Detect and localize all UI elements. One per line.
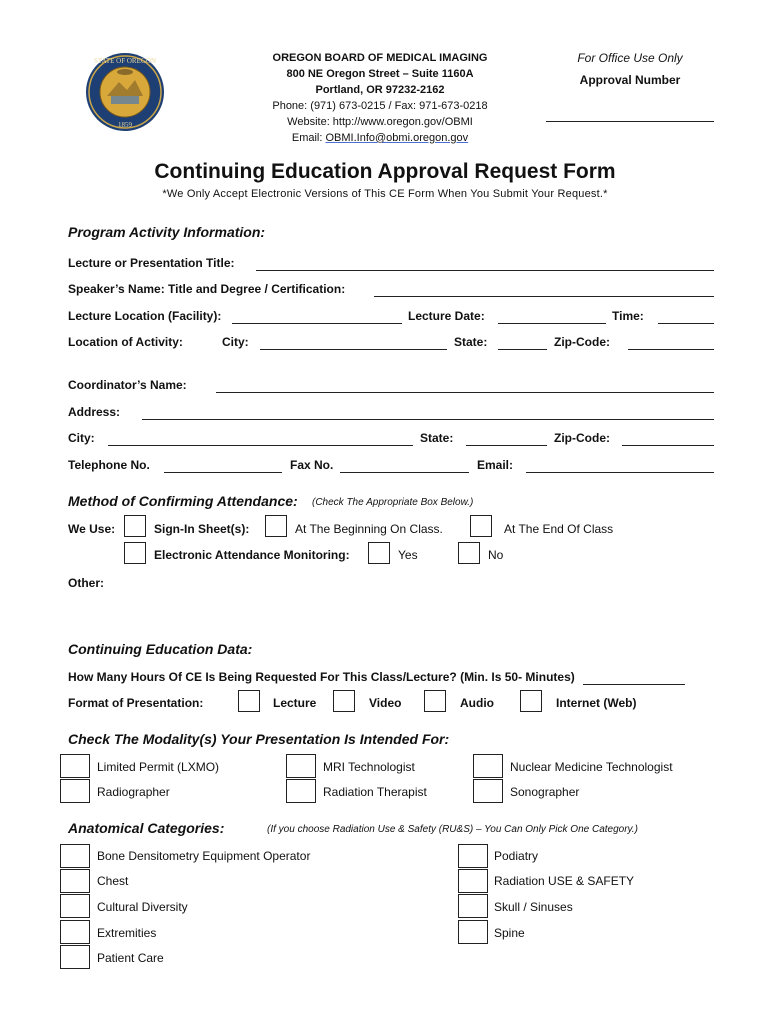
activity-city-field[interactable] [260, 349, 447, 350]
approval-number-field[interactable] [546, 121, 714, 122]
internet-checkbox[interactable] [520, 690, 542, 712]
nuclear-medicine-checkbox[interactable] [473, 754, 503, 778]
extremities-checkbox[interactable] [60, 920, 90, 944]
we-use-label: We Use: [68, 522, 116, 536]
audio-checkbox[interactable] [424, 690, 446, 712]
activity-zip-field[interactable] [628, 349, 714, 350]
video-label: Video [369, 696, 402, 710]
ce-hours-label: How Many Hours Of CE Is Being Requested For This Class/Lecture? (Min. Is 50- Minutes) [68, 670, 575, 684]
anatomical-note: (If you choose Radiation Use & Safety (RU&S) – You Can Only Pick One Category.) [267, 824, 638, 835]
coord-zip-field[interactable] [622, 445, 714, 446]
signin-label: Sign-In Sheet(s): [154, 522, 250, 536]
yes-label: Yes [398, 548, 418, 562]
coord-email-label: Email: [477, 458, 514, 472]
radiation-safety-checkbox[interactable] [458, 869, 488, 893]
electronic-checkbox[interactable] [124, 542, 146, 564]
approval-number-label: Approval Number [579, 73, 681, 87]
modality-item: Limited Permit (LXMO) [97, 760, 220, 774]
address-field[interactable] [142, 419, 714, 420]
yes-checkbox[interactable] [368, 542, 390, 564]
radiographer-checkbox[interactable] [60, 779, 90, 803]
modality-item: Radiographer [97, 785, 170, 799]
coord-email-field[interactable] [526, 472, 714, 473]
seal-text: STATE OF OREGON [93, 57, 157, 65]
activity-state-label: State: [454, 335, 488, 349]
cultural-diversity-checkbox[interactable] [60, 894, 90, 918]
lecture-title-label: Lecture or Presentation Title: [68, 256, 235, 270]
anatomical-item: Radiation USE & SAFETY [494, 874, 635, 888]
coord-city-label: City: [68, 431, 95, 445]
activity-city-label: City: [222, 335, 249, 349]
lecture-title-field[interactable] [256, 270, 714, 271]
office-use-label: For Office Use Only [577, 51, 683, 65]
lecture-date-label: Lecture Date: [408, 309, 485, 323]
ce-hours-field[interactable] [583, 684, 685, 685]
email-label: Email: [291, 132, 323, 144]
sonographer-checkbox[interactable] [473, 779, 503, 803]
activity-state-field[interactable] [498, 349, 547, 350]
fax-field[interactable] [340, 472, 469, 473]
anatomical-item: Podiatry [494, 849, 539, 863]
format-label: Format of Presentation: [68, 696, 204, 710]
coord-city-field[interactable] [108, 445, 413, 446]
time-label: Time: [612, 309, 644, 323]
speaker-label: Speaker’s Name: Title and Degree / Certification: [68, 282, 346, 296]
audio-label: Audio [460, 696, 494, 710]
address-label: Address: [68, 405, 121, 419]
lecture-checkbox[interactable] [238, 690, 260, 712]
office-use-block [545, 51, 715, 87]
attendance-note: (Check The Appropriate Box Below.) [312, 497, 474, 508]
coord-state-label: State: [420, 431, 454, 445]
anatomical-item: Extremities [97, 926, 157, 940]
end-checkbox[interactable] [470, 515, 492, 537]
patient-care-checkbox[interactable] [60, 945, 90, 969]
org-address-1: 800 NE Oregon Street – Suite 1160A [286, 68, 474, 80]
signin-checkbox[interactable] [124, 515, 146, 537]
spine-checkbox[interactable] [458, 920, 488, 944]
anatomical-item: Skull / Sinuses [494, 900, 573, 914]
no-checkbox[interactable] [458, 542, 480, 564]
lecture-format-label: Lecture [273, 696, 317, 710]
modality-item: Nuclear Medicine Technologist [510, 760, 673, 774]
anatomical-item: Chest [97, 874, 129, 888]
anatomical-item: Cultural Diversity [97, 900, 188, 914]
modality-item: MRI Technologist [323, 760, 415, 774]
modality-item: Radiation Therapist [323, 785, 427, 799]
anatomical-item: Bone Densitometry Equipment Operator [97, 849, 311, 863]
time-field[interactable] [658, 323, 714, 324]
program-heading: Program Activity Information: [68, 224, 266, 240]
podiatry-checkbox[interactable] [458, 844, 488, 868]
anatomical-item: Spine [494, 926, 525, 940]
telephone-field[interactable] [164, 472, 282, 473]
no-label: No [488, 548, 504, 562]
form-subtitle: *We Only Accept Electronic Versions of This CE Form When You Submit Your Request.* [162, 188, 608, 200]
form-title: Continuing Education Approval Request Form [154, 160, 616, 183]
internet-label: Internet (Web) [556, 696, 637, 710]
beginning-checkbox[interactable] [265, 515, 287, 537]
lxmo-checkbox[interactable] [60, 754, 90, 778]
fax-label: Fax No. [290, 458, 334, 472]
email-link[interactable]: OBMI.Info@obmi.oregon.gov [325, 132, 469, 144]
anatomical-item: Patient Care [97, 951, 164, 965]
ce-heading: Continuing Education Data: [68, 641, 253, 657]
agency-header [230, 50, 530, 146]
mri-checkbox[interactable] [286, 754, 316, 778]
speaker-field[interactable] [374, 296, 714, 297]
beginning-label: At The Beginning On Class. [295, 522, 443, 536]
electronic-label: Electronic Attendance Monitoring: [154, 548, 350, 562]
coord-state-field[interactable] [466, 445, 547, 446]
video-checkbox[interactable] [333, 690, 355, 712]
org-address-2: Portland, OR 97232-2162 [315, 84, 445, 96]
anatomical-heading: Anatomical Categories: [68, 820, 225, 836]
org-phone: Phone: (971) 673-0215 / Fax: 971-673-0218 [272, 100, 488, 112]
location-activity-label: Location of Activity: [68, 335, 183, 349]
lecture-date-field[interactable] [498, 323, 606, 324]
coordinator-name-label: Coordinator’s Name: [68, 378, 187, 392]
chest-checkbox[interactable] [60, 869, 90, 893]
skull-sinuses-checkbox[interactable] [458, 894, 488, 918]
lecture-location-field[interactable] [232, 323, 402, 324]
activity-zip-label: Zip-Code: [554, 335, 610, 349]
other-label: Other: [68, 576, 104, 590]
oregon-state-seal [85, 52, 165, 132]
seal-year: 1859 [118, 121, 132, 129]
modality-item: Sonographer [510, 785, 580, 799]
end-label: At The End Of Class [504, 522, 614, 536]
telephone-label: Telephone No. [68, 458, 150, 472]
radiation-therapist-checkbox[interactable] [286, 779, 316, 803]
org-website: Website: http://www.oregon.gov/OBMI [287, 116, 473, 128]
coordinator-name-field[interactable] [216, 392, 714, 393]
attendance-heading: Method of Confirming Attendance: [68, 493, 298, 509]
org-name: OREGON BOARD OF MEDICAL IMAGING [272, 52, 488, 64]
lecture-location-label: Lecture Location (Facility): [68, 309, 222, 323]
bone-densitometry-checkbox[interactable] [60, 844, 90, 868]
modality-heading: Check The Modality(s) Your Presentation Is Intended For: [68, 731, 450, 747]
coord-zip-label: Zip-Code: [554, 431, 610, 445]
